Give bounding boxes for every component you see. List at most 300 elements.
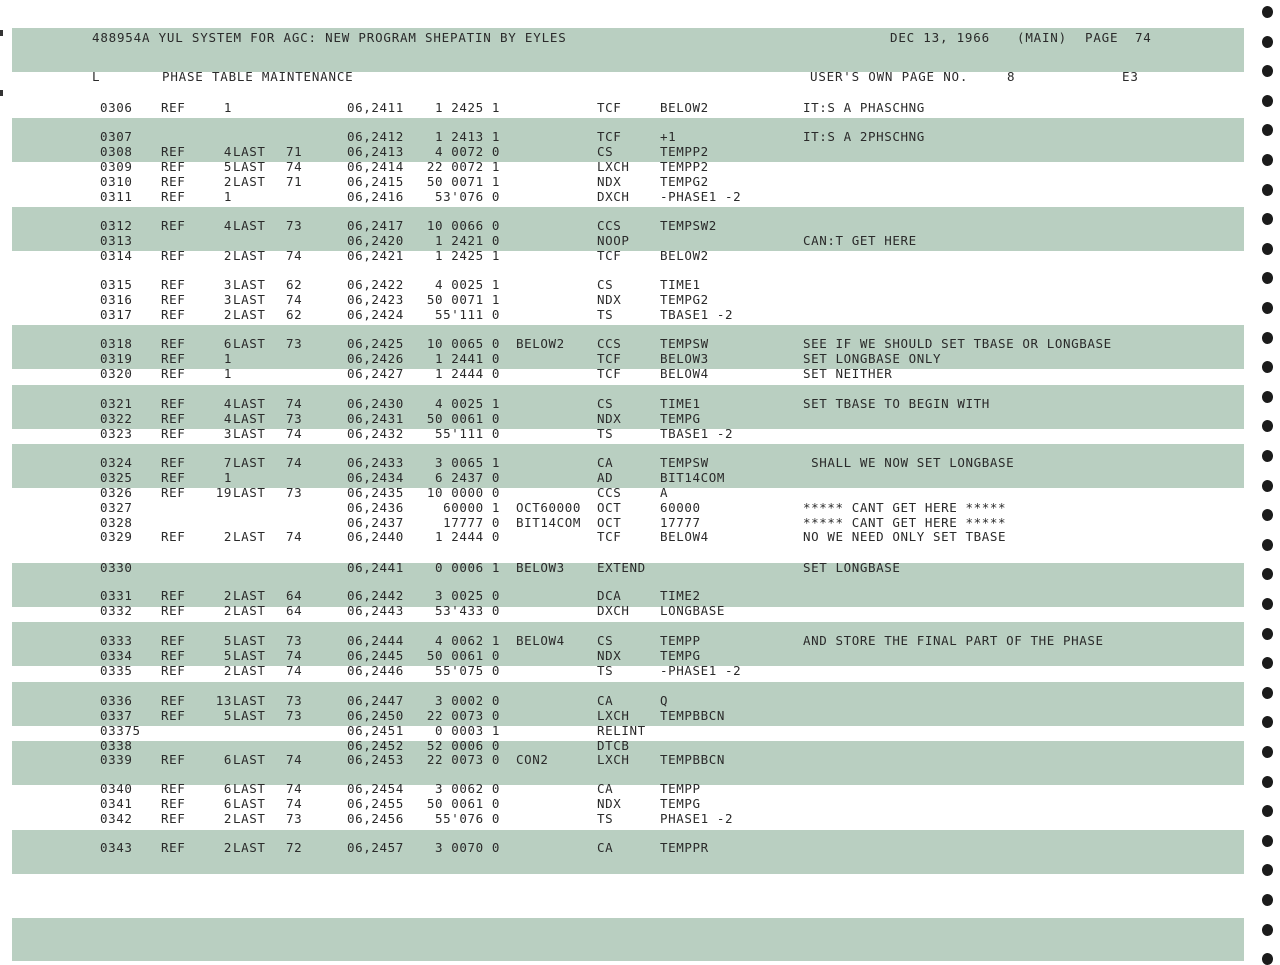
octal-word: 10 0066 0 xyxy=(426,218,500,233)
address: 06,2447 xyxy=(347,693,404,708)
octal-word: 55'076 0 xyxy=(434,811,500,826)
address: 06,2414 xyxy=(347,159,404,174)
user-page-number: 8 xyxy=(1007,69,1016,84)
line-number: 0333 xyxy=(100,633,133,648)
comment: ***** CANT GET HERE ***** xyxy=(803,515,1007,530)
header-page: PAGE 74 xyxy=(1085,30,1152,45)
ref-page: 73 xyxy=(286,485,303,500)
ref-count: 4 xyxy=(223,396,232,411)
opcode: CS xyxy=(597,277,614,292)
label: BIT14COM xyxy=(516,515,582,530)
opcode: CCS xyxy=(597,485,622,500)
feed-hole xyxy=(1262,302,1273,314)
ref-page: 73 xyxy=(286,411,303,426)
line-number: 0309 xyxy=(100,159,133,174)
last-marker: LAST xyxy=(233,248,266,263)
ref-count: 2 xyxy=(223,663,232,678)
last-marker: LAST xyxy=(233,144,266,159)
feed-hole xyxy=(1262,154,1273,166)
ref-count: 6 xyxy=(223,336,232,351)
address: 06,2412 xyxy=(347,129,404,144)
label: BELOW4 xyxy=(516,633,565,648)
opcode: CA xyxy=(597,693,614,708)
operand: TEMPP2 xyxy=(660,159,709,174)
feed-hole xyxy=(1262,124,1273,136)
ref-marker: REF xyxy=(161,663,186,678)
ref-marker: REF xyxy=(161,455,186,470)
octal-word: 1 2444 0 xyxy=(434,529,500,544)
ref-marker: REF xyxy=(161,752,186,767)
opcode: CS xyxy=(597,144,614,159)
octal-word: 50 0061 0 xyxy=(426,411,500,426)
margin-mark xyxy=(0,90,3,96)
opcode: LXCH xyxy=(597,708,630,723)
address: 06,2435 xyxy=(347,485,404,500)
last-marker: LAST xyxy=(233,307,266,322)
last-marker: LAST xyxy=(233,292,266,307)
opcode: LXCH xyxy=(597,752,630,767)
ref-marker: REF xyxy=(161,588,186,603)
ref-marker: REF xyxy=(161,648,186,663)
octal-word: 3 0025 0 xyxy=(434,588,500,603)
opcode: TCF xyxy=(597,351,622,366)
operand: LONGBASE xyxy=(660,603,726,618)
operand: TEMPP2 xyxy=(660,144,709,159)
ref-count: 6 xyxy=(223,752,232,767)
operand: TEMPPR xyxy=(660,840,709,855)
ref-page: 74 xyxy=(286,248,303,263)
comment: SET TBASE TO BEGIN WITH xyxy=(803,396,990,411)
ref-page: 74 xyxy=(286,529,303,544)
ref-count: 3 xyxy=(223,277,232,292)
ref-page: 74 xyxy=(286,648,303,663)
last-marker: LAST xyxy=(233,218,266,233)
line-number: 0341 xyxy=(100,796,133,811)
paper-band xyxy=(12,118,1244,162)
ref-marker: REF xyxy=(161,144,186,159)
ref-page: 64 xyxy=(286,588,303,603)
opcode: DXCH xyxy=(597,189,630,204)
opcode: TCF xyxy=(597,529,622,544)
last-marker: LAST xyxy=(233,529,266,544)
opcode: DCA xyxy=(597,588,622,603)
address: 06,2450 xyxy=(347,708,404,723)
ref-count: 1 xyxy=(223,351,232,366)
comment: SET LONGBASE ONLY xyxy=(803,351,942,366)
address: 06,2456 xyxy=(347,811,404,826)
address: 06,2427 xyxy=(347,366,404,381)
ref-marker: REF xyxy=(161,174,186,189)
ref-page: 72 xyxy=(286,840,303,855)
address: 06,2446 xyxy=(347,663,404,678)
operand: BELOW2 xyxy=(660,100,709,115)
ref-count: 1 xyxy=(223,470,232,485)
opcode: EXTEND xyxy=(597,560,646,575)
octal-word: 10 0065 0 xyxy=(426,336,500,351)
line-number: 0323 xyxy=(100,426,133,441)
ref-page: 71 xyxy=(286,174,303,189)
ref-marker: REF xyxy=(161,796,186,811)
ref-count: 4 xyxy=(223,144,232,159)
ref-count: 1 xyxy=(223,366,232,381)
ref-count: 4 xyxy=(223,218,232,233)
line-number: 0342 xyxy=(100,811,133,826)
octal-word: 3 0062 0 xyxy=(434,781,500,796)
feed-hole xyxy=(1262,243,1273,255)
last-marker: LAST xyxy=(233,174,266,189)
ref-marker: REF xyxy=(161,277,186,292)
octal-word: 1 2413 1 xyxy=(434,129,500,144)
octal-word: 1 2425 1 xyxy=(434,100,500,115)
operand: PHASE1 -2 xyxy=(660,811,734,826)
ref-count: 2 xyxy=(223,174,232,189)
opcode: LXCH xyxy=(597,159,630,174)
address: 06,2436 xyxy=(347,500,404,515)
ref-count: 1 xyxy=(223,189,232,204)
ref-marker: REF xyxy=(161,529,186,544)
last-marker: LAST xyxy=(233,411,266,426)
last-marker: LAST xyxy=(233,277,266,292)
line-number: 0316 xyxy=(100,292,133,307)
ref-count: 5 xyxy=(223,648,232,663)
ref-marker: REF xyxy=(161,485,186,500)
line-number: 0320 xyxy=(100,366,133,381)
subheader-title: PHASE TABLE MAINTENANCE xyxy=(162,69,354,84)
address: 06,2424 xyxy=(347,307,404,322)
last-marker: LAST xyxy=(233,396,266,411)
opcode: RELINT xyxy=(597,723,646,738)
feed-hole xyxy=(1262,65,1273,77)
feed-hole xyxy=(1262,509,1273,521)
address: 06,2454 xyxy=(347,781,404,796)
feed-hole xyxy=(1262,598,1273,610)
line-number: 0332 xyxy=(100,603,133,618)
address: 06,2432 xyxy=(347,426,404,441)
feed-hole xyxy=(1262,361,1273,373)
comment: IT:S A PHASCHNG xyxy=(803,100,925,115)
operand: TEMPG2 xyxy=(660,292,709,307)
ref-count: 2 xyxy=(223,840,232,855)
octal-word: 1 2421 0 xyxy=(434,233,500,248)
opcode: TCF xyxy=(597,100,622,115)
octal-word: 53'076 0 xyxy=(434,189,500,204)
operand: TEMPSW2 xyxy=(660,218,717,233)
header-date: DEC 13, 1966 xyxy=(890,30,990,45)
ref-marker: REF xyxy=(161,189,186,204)
ref-marker: REF xyxy=(161,693,186,708)
label: CON2 xyxy=(516,752,549,767)
opcode: TS xyxy=(597,811,614,826)
operand: TIME1 xyxy=(660,396,701,411)
line-number: 0338 xyxy=(100,738,133,753)
last-marker: LAST xyxy=(233,648,266,663)
ref-count: 2 xyxy=(223,603,232,618)
operand: BELOW4 xyxy=(660,366,709,381)
operand: TBASE1 -2 xyxy=(660,426,734,441)
ref-marker: REF xyxy=(161,159,186,174)
comment: ***** CANT GET HERE ***** xyxy=(803,500,1007,515)
feed-hole xyxy=(1262,628,1273,640)
feed-hole xyxy=(1262,776,1273,788)
address: 06,2416 xyxy=(347,189,404,204)
address: 06,2443 xyxy=(347,603,404,618)
comment: CAN:T GET HERE xyxy=(803,233,917,248)
operand: BIT14COM xyxy=(660,470,726,485)
line-number: 0307 xyxy=(100,129,133,144)
paper-band xyxy=(12,444,1244,488)
operand: TEMPP xyxy=(660,781,701,796)
ref-page: 74 xyxy=(286,426,303,441)
ref-page: 73 xyxy=(286,708,303,723)
header-section: (MAIN) xyxy=(1017,30,1067,45)
comment: NO WE NEED ONLY SET TBASE xyxy=(803,529,1007,544)
address: 06,2411 xyxy=(347,100,404,115)
comment: IT:S A 2PHSCHNG xyxy=(803,129,925,144)
ref-page: 73 xyxy=(286,218,303,233)
ref-marker: REF xyxy=(161,100,186,115)
ref-count: 5 xyxy=(223,708,232,723)
line-number: 0310 xyxy=(100,174,133,189)
octal-word: 60000 1 xyxy=(443,500,500,515)
line-number: 0336 xyxy=(100,693,133,708)
opcode: CA xyxy=(597,781,614,796)
address: 06,2430 xyxy=(347,396,404,411)
last-marker: LAST xyxy=(233,693,266,708)
line-number: 0335 xyxy=(100,663,133,678)
ref-marker: REF xyxy=(161,633,186,648)
octal-word: 3 0070 0 xyxy=(434,840,500,855)
octal-word: 50 0061 0 xyxy=(426,648,500,663)
opcode: TS xyxy=(597,307,614,322)
operand: TEMPBBCN xyxy=(660,708,726,723)
last-marker: LAST xyxy=(233,588,266,603)
ref-count: 2 xyxy=(223,248,232,263)
ref-marker: REF xyxy=(161,470,186,485)
operand: BELOW2 xyxy=(660,248,709,263)
address: 06,2422 xyxy=(347,277,404,292)
line-number: 0340 xyxy=(100,781,133,796)
operand: TBASE1 -2 xyxy=(660,307,734,322)
octal-word: 17777 0 xyxy=(443,515,500,530)
line-number: 0328 xyxy=(100,515,133,530)
address: 06,2444 xyxy=(347,633,404,648)
ref-page: 74 xyxy=(286,752,303,767)
opcode: DTCB xyxy=(597,738,630,753)
address: 06,2433 xyxy=(347,455,404,470)
feed-hole xyxy=(1262,480,1273,492)
operand: BELOW3 xyxy=(660,351,709,366)
octal-word: 50 0061 0 xyxy=(426,796,500,811)
ref-page: 74 xyxy=(286,455,303,470)
ref-page: 73 xyxy=(286,811,303,826)
opcode: TS xyxy=(597,663,614,678)
ref-count: 7 xyxy=(223,455,232,470)
opcode: CA xyxy=(597,455,614,470)
feed-hole xyxy=(1262,746,1273,758)
ref-count: 6 xyxy=(223,796,232,811)
ref-page: 62 xyxy=(286,307,303,322)
octal-word: 4 0025 1 xyxy=(434,396,500,411)
feed-hole xyxy=(1262,716,1273,728)
octal-word: 4 0025 1 xyxy=(434,277,500,292)
octal-word: 52 0006 0 xyxy=(426,738,500,753)
ref-marker: REF xyxy=(161,366,186,381)
operand: TEMPP xyxy=(660,633,701,648)
line-number: 0343 xyxy=(100,840,133,855)
ref-marker: REF xyxy=(161,218,186,233)
line-number: 0339 xyxy=(100,752,133,767)
label: BELOW2 xyxy=(516,336,565,351)
last-marker: LAST xyxy=(233,708,266,723)
opcode: TCF xyxy=(597,366,622,381)
opcode: CA xyxy=(597,840,614,855)
header-title: 488954A YUL SYSTEM FOR AGC: NEW PROGRAM SHEPATIN BY EYLES xyxy=(92,30,567,45)
ref-page: 71 xyxy=(286,144,303,159)
feed-hole xyxy=(1262,36,1273,48)
feed-hole xyxy=(1262,272,1273,284)
last-marker: LAST xyxy=(233,159,266,174)
ref-page: 73 xyxy=(286,693,303,708)
ref-marker: REF xyxy=(161,396,186,411)
ref-marker: REF xyxy=(161,307,186,322)
operand: TIME1 xyxy=(660,277,701,292)
opcode: CS xyxy=(597,396,614,411)
address: 06,2426 xyxy=(347,351,404,366)
line-number: 0315 xyxy=(100,277,133,292)
last-marker: LAST xyxy=(233,336,266,351)
octal-word: 22 0073 0 xyxy=(426,708,500,723)
ref-page: 73 xyxy=(286,336,303,351)
page-code: E3 xyxy=(1122,69,1139,84)
paper-band xyxy=(12,830,1244,874)
subheader-marker: L xyxy=(92,69,101,84)
ref-marker: REF xyxy=(161,426,186,441)
octal-word: 0 0006 1 xyxy=(434,560,500,575)
octal-word: 55'111 0 xyxy=(434,307,500,322)
operand: A xyxy=(660,485,669,500)
operand: 17777 xyxy=(660,515,701,530)
operand: TEMPG xyxy=(660,648,701,663)
paper-band xyxy=(12,385,1244,429)
octal-word: 1 2441 0 xyxy=(434,351,500,366)
operand: Q xyxy=(660,693,669,708)
opcode: CS xyxy=(597,633,614,648)
octal-word: 1 2444 0 xyxy=(434,366,500,381)
opcode: NOOP xyxy=(597,233,630,248)
opcode: NDX xyxy=(597,292,622,307)
operand: -PHASE1 -2 xyxy=(660,663,742,678)
address: 06,2457 xyxy=(347,840,404,855)
label: OCT60000 xyxy=(516,500,582,515)
operand: TEMPG2 xyxy=(660,174,709,189)
last-marker: LAST xyxy=(233,781,266,796)
opcode: TCF xyxy=(597,129,622,144)
address: 06,2440 xyxy=(347,529,404,544)
opcode: TS xyxy=(597,426,614,441)
octal-word: 10 0000 0 xyxy=(426,485,500,500)
opcode: NDX xyxy=(597,796,622,811)
ref-marker: REF xyxy=(161,708,186,723)
opcode: NDX xyxy=(597,648,622,663)
line-number: 0306 xyxy=(100,100,133,115)
opcode: CCS xyxy=(597,218,622,233)
line-number: 0313 xyxy=(100,233,133,248)
ref-page: 62 xyxy=(286,277,303,292)
opcode: AD xyxy=(597,470,614,485)
last-marker: LAST xyxy=(233,811,266,826)
line-number: 0329 xyxy=(100,529,133,544)
feed-hole xyxy=(1262,391,1273,403)
line-number: 0317 xyxy=(100,307,133,322)
feed-hole xyxy=(1262,184,1273,196)
operand: -PHASE1 -2 xyxy=(660,189,742,204)
octal-word: 22 0072 1 xyxy=(426,159,500,174)
last-marker: LAST xyxy=(233,633,266,648)
ref-count: 4 xyxy=(223,411,232,426)
last-marker: LAST xyxy=(233,796,266,811)
line-number: 0318 xyxy=(100,336,133,351)
operand: TEMPSW xyxy=(660,455,709,470)
ref-count: 13 xyxy=(215,693,232,708)
feed-hole xyxy=(1262,420,1273,432)
ref-page: 74 xyxy=(286,781,303,796)
operand: BELOW4 xyxy=(660,529,709,544)
ref-marker: REF xyxy=(161,603,186,618)
octal-word: 3 0002 0 xyxy=(434,693,500,708)
feed-hole xyxy=(1262,450,1273,462)
address: 06,2441 xyxy=(347,560,404,575)
opcode: OCT xyxy=(597,515,622,530)
operand: +1 xyxy=(660,129,677,144)
address: 06,2420 xyxy=(347,233,404,248)
operand: TEMPSW xyxy=(660,336,709,351)
operand: TEMPG xyxy=(660,411,701,426)
ref-marker: REF xyxy=(161,411,186,426)
last-marker: LAST xyxy=(233,455,266,470)
address: 06,2413 xyxy=(347,144,404,159)
address: 06,2453 xyxy=(347,752,404,767)
line-number: 0330 xyxy=(100,560,133,575)
line-number: 0314 xyxy=(100,248,133,263)
ref-marker: REF xyxy=(161,292,186,307)
line-number: 0327 xyxy=(100,500,133,515)
paper-band xyxy=(12,918,1244,961)
feed-hole xyxy=(1262,894,1273,906)
ref-page: 74 xyxy=(286,159,303,174)
line-number: 0312 xyxy=(100,218,133,233)
octal-word: 4 0062 1 xyxy=(434,633,500,648)
opcode: OCT xyxy=(597,500,622,515)
last-marker: LAST xyxy=(233,426,266,441)
line-number: 0326 xyxy=(100,485,133,500)
comment: SHALL WE NOW SET LONGBASE xyxy=(803,455,1015,470)
address: 06,2442 xyxy=(347,588,404,603)
ref-count: 2 xyxy=(223,588,232,603)
address: 06,2417 xyxy=(347,218,404,233)
octal-word: 22 0073 0 xyxy=(426,752,500,767)
feed-hole xyxy=(1262,687,1273,699)
ref-count: 5 xyxy=(223,633,232,648)
opcode: CCS xyxy=(597,336,622,351)
comment: SET LONGBASE xyxy=(803,560,901,575)
opcode: TCF xyxy=(597,248,622,263)
line-number: 0319 xyxy=(100,351,133,366)
last-marker: LAST xyxy=(233,603,266,618)
ref-count: 6 xyxy=(223,781,232,796)
ref-marker: REF xyxy=(161,351,186,366)
address: 06,2437 xyxy=(347,515,404,530)
ref-count: 2 xyxy=(223,307,232,322)
